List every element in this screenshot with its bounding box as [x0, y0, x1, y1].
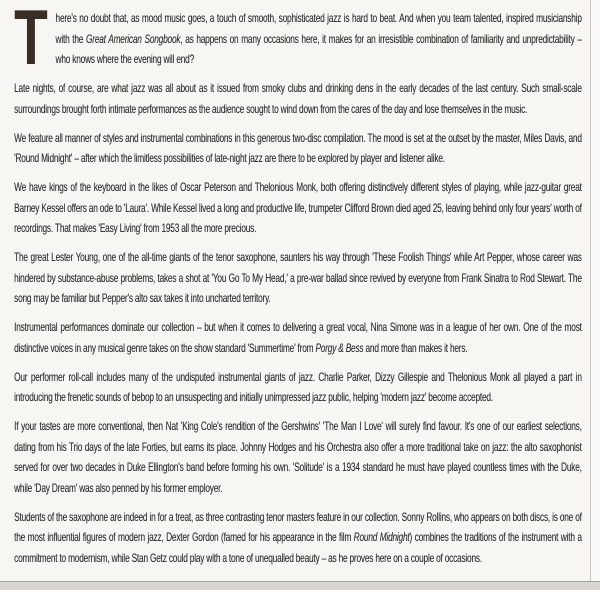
body-text: and more than makes it hers. [363, 340, 468, 355]
paragraph [14, 507, 582, 569]
body-text: We have kings of the keyboard in the likes of Oscar Peterson and Thelonious Monk, both offering distinctively different styles of playing, while jazz-guitar great Barney Kessel offers an ode to 'Laura'. While Kessel lived a long and productive life, trumpeter Clifford Brown died aged 25, leaving behind only four years' worth of recordings. That makes 'Easy Living' from 1953 all the more precious. [14, 180, 582, 235]
body-text: We feature all manner of styles and instrumental combinations in this generous two-disc compilation. The mood is set at the outset by the master, Miles Davis, and 'Round Midnight' – after which the limitless possibilities of late-night jazz are there to be explored by player and listener alike. [14, 130, 582, 165]
body-text: , as happens on many occasions here, it makes for an irresistible combination of familiarity and unpredictability – who knows where the evening will end? [55, 31, 582, 66]
body-text: If your tastes are more conventional, then Nat 'King Cole's rendition of the Gershwins' 'The Man I Love' will surely find favour. It's one of our earliest selections, dating from his Trio days of the late Forties, but earns its place. Johnny Hodges and his Orchestra also offer a more traditional take on jazz: the alto saxophonist served for over two decades in Duke Ellington's band before forming his own. 'Solitude' is a 1934 standard he must have played countless times with the Duke, while 'Day Dream' was also penned by his former employer. [14, 419, 582, 495]
scan-right-edge-strip [591, 0, 600, 590]
paragraph [14, 128, 582, 169]
italic-title-text: Porgy & Bess [315, 340, 364, 355]
paragraph [14, 78, 582, 119]
paragraph [14, 317, 582, 358]
paragraph [14, 177, 582, 239]
paragraph [14, 367, 582, 408]
paragraph [14, 247, 582, 309]
scan-bottom-edge-band [0, 581, 600, 590]
body-text: Students of the saxophone are indeed in for a treat, as three contrasting tenor masters feature in our collection. Sonny Rollins, who appears on both discs, is one of the most influential figures of modern jazz, Dexter Gordon (famed for his appearance in the film [14, 509, 582, 544]
body-text: here's no doubt that, as mood music goes, a touch of smooth, sophisticated jazz is hard to beat. And when you team talented, inspired musicianship with the [55, 11, 582, 46]
paragraph [14, 416, 582, 498]
body-text: The great Lester Young, one of the all-time giants of the tenor saxophone, saunters his way through 'These Foolish Things' while Art Pepper, whose career was hindered by substance-abuse problems, takes a shot at 'You Go To My Head,' a pre-war ballad since revived by everyone from Frank Sinatra to Rod Stewart. The song may be familiar but Pepper's alto sax takes it into uncharted territory. [14, 250, 582, 305]
paragraph [14, 0, 582, 81]
italic-title-text: Round Midnight [353, 530, 410, 544]
body-text: ) combines the traditions of the instrument with a commitment to modernism, while Stan Getz could play with a tone of unequalled beauty – as he proves here on a couple of occasions. [14, 530, 582, 565]
italic-title-text: Great American Songbook [85, 31, 181, 46]
dropcap-letter: T [14, 0, 48, 81]
body-text: Our performer roll-call includes many of the undisputed instrumental giants of jazz. Charlie Parker, Dizzy Gillespie and Thelonious Monk all played a part in introducing the frenetic sounds of bebop to an unsuspecting and initially unimpressed jazz public, helping 'modern jazz' become accepted. [14, 369, 582, 404]
body-text: Late nights, of course, are what jazz was all about as it issued from smoky clubs and drinking dens in the early decades of the last century. Such small-scale surroundings brought forth intimate performances as the audience sought to wind down from the cares of the day and lose themselves in the music. [14, 81, 582, 116]
body-text: Instrumental performances dominate our collection – but when it comes to delivering a great vocal, Nina Simone was in a league of her own. One of the most distinctive voices in any musical genre takes on the show standard 'Summertime' from [14, 320, 582, 355]
scan-right-edge-line [590, 0, 591, 590]
